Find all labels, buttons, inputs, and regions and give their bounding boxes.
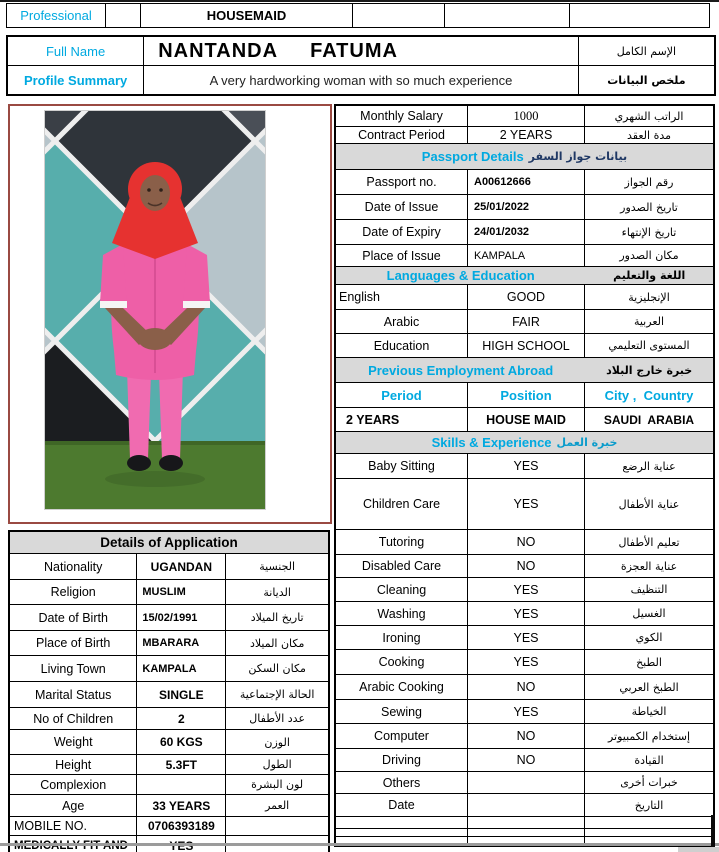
row-label: Monthly Salary bbox=[336, 106, 468, 126]
table-row bbox=[10, 730, 328, 755]
empty-cell bbox=[585, 817, 713, 828]
table-row bbox=[336, 334, 713, 358]
row-value: HIGH SCHOOL bbox=[468, 334, 585, 357]
row-label-arabic: الإنجليزية bbox=[628, 290, 670, 304]
table-row bbox=[336, 555, 713, 578]
table-row bbox=[8, 37, 714, 66]
section-title: Skills & Experience bbox=[431, 435, 552, 450]
page-top-border bbox=[0, 0, 719, 2]
row-value: 60 KGS bbox=[137, 730, 226, 754]
skills-experience-section-header bbox=[336, 432, 713, 454]
row-label-arabic: خبرات أخرى bbox=[620, 776, 678, 789]
section-title-arabic: خبرة خارج البلاد bbox=[606, 363, 693, 377]
table-row bbox=[336, 724, 713, 749]
profile-summary-label: Profile Summary bbox=[8, 66, 144, 94]
row-value: 2 YEARS bbox=[336, 408, 468, 431]
table-row bbox=[336, 454, 713, 479]
empty-cell bbox=[336, 817, 468, 828]
row-label: Date of Birth bbox=[10, 605, 137, 630]
bottom-right-scroll-fragment bbox=[678, 847, 719, 852]
table-row bbox=[336, 700, 713, 724]
application-rows bbox=[10, 554, 328, 852]
row-value: 2 YEARS bbox=[468, 127, 585, 143]
section-title: Previous Employment Abroad bbox=[368, 362, 554, 378]
empty-cell bbox=[570, 4, 709, 27]
row-label-arabic: مدة العقد bbox=[627, 128, 671, 142]
table-row bbox=[10, 580, 328, 605]
row-label-arabic: الكوي bbox=[635, 631, 663, 644]
table-row bbox=[10, 795, 328, 817]
table-row bbox=[336, 794, 713, 817]
empty-cell bbox=[468, 829, 585, 836]
empty-cell bbox=[106, 4, 141, 27]
table-row bbox=[336, 479, 713, 530]
table-row bbox=[10, 817, 328, 836]
row-value: KAMPALA bbox=[468, 245, 585, 266]
row-label-arabic: العمر bbox=[265, 799, 290, 812]
table-row bbox=[336, 772, 713, 794]
table-row bbox=[336, 245, 713, 267]
row-label-arabic: الوزن bbox=[264, 735, 290, 749]
row-value: YES bbox=[468, 626, 585, 649]
row-value: 1000 bbox=[468, 106, 585, 126]
position-title: HOUSEMAID bbox=[141, 4, 353, 27]
row-label-arabic: لون البشرة bbox=[251, 778, 304, 791]
row-label-arabic: عناية العجزة bbox=[620, 559, 678, 573]
row-label: Children Care bbox=[336, 479, 468, 529]
row-label: Others bbox=[336, 772, 468, 793]
row-label: Washing bbox=[336, 602, 468, 625]
section-title-arabic: بيانات جواز السفر bbox=[528, 150, 628, 163]
row-label-arabic: تاريخ الإنتهاء bbox=[621, 225, 677, 239]
row-label: Nationality bbox=[10, 554, 137, 579]
table-row bbox=[336, 310, 713, 334]
profession-strip bbox=[6, 3, 710, 28]
row-value: 2 bbox=[137, 708, 226, 729]
row-value: 15/02/1991 bbox=[137, 605, 226, 630]
row-label: English bbox=[336, 285, 468, 309]
row-label-arabic: مكان السكن bbox=[248, 662, 306, 675]
row-value: 5.3FT bbox=[137, 755, 226, 774]
table-row bbox=[336, 578, 713, 602]
table-row bbox=[10, 554, 328, 580]
passport-details-section-header bbox=[336, 144, 713, 170]
row-value: NO bbox=[468, 555, 585, 577]
row-label-arabic: التنظيف bbox=[630, 583, 668, 596]
row-label: Date of Expiry bbox=[336, 220, 468, 244]
row-label-arabic: تاريخ الصدور bbox=[620, 200, 678, 214]
table-row bbox=[336, 220, 713, 245]
empty-cell bbox=[336, 829, 468, 836]
table-row bbox=[10, 708, 328, 730]
row-value: MUSLIM bbox=[137, 580, 226, 604]
row-label-arabic: عناية الرضع bbox=[622, 459, 676, 473]
table-row bbox=[336, 170, 713, 195]
candidate-photo-illustration bbox=[45, 111, 265, 509]
row-value: MBARARA bbox=[137, 631, 226, 655]
row-value bbox=[468, 794, 585, 816]
table-row bbox=[336, 602, 713, 626]
table-row bbox=[10, 755, 328, 775]
details-of-application-table bbox=[8, 530, 330, 852]
table-row bbox=[10, 605, 328, 631]
row-label-arabic: الطبخ bbox=[636, 655, 662, 669]
row-value: SINGLE bbox=[137, 682, 226, 707]
row-label: Date of Issue bbox=[336, 195, 468, 219]
candidate-info-table bbox=[334, 104, 715, 847]
row-label: Ironing bbox=[336, 626, 468, 649]
empty-cell bbox=[353, 4, 445, 27]
row-value: NO bbox=[468, 749, 585, 771]
row-label-arabic: التاريخ bbox=[634, 798, 664, 812]
row-value: HOUSE MAID bbox=[468, 408, 585, 431]
bottom-gray-rule bbox=[0, 843, 719, 846]
row-value: KAMPALA bbox=[137, 656, 226, 681]
row-label-arabic: الطول bbox=[262, 758, 292, 771]
row-label: Religion bbox=[10, 580, 137, 604]
row-label: Tutoring bbox=[336, 530, 468, 554]
row-label: Weight bbox=[10, 730, 137, 754]
row-value: YES bbox=[468, 479, 585, 529]
empty-row bbox=[336, 829, 713, 837]
row-value: YES bbox=[468, 700, 585, 723]
row-label: Marital Status bbox=[10, 682, 137, 707]
empty-cell bbox=[445, 4, 570, 27]
row-label: Computer bbox=[336, 724, 468, 748]
name-summary-table bbox=[6, 35, 716, 96]
row-label-arabic: تعليم الأطفال bbox=[618, 535, 680, 549]
row-value: 24/01/2032 bbox=[468, 220, 585, 244]
row-label: Complexion bbox=[10, 775, 137, 794]
row-label-arabic: الديانة bbox=[263, 585, 291, 599]
profile-summary-value: A very hardworking woman with so much experience bbox=[144, 66, 579, 94]
table-row bbox=[10, 682, 328, 708]
empty-cell bbox=[468, 817, 585, 828]
row-label: Living Town bbox=[10, 656, 137, 681]
languages-education-section-header bbox=[336, 267, 713, 285]
row-value: FAIR bbox=[468, 310, 585, 333]
column-header: Period bbox=[336, 383, 468, 407]
row-label: Age bbox=[10, 795, 137, 816]
row-label-arabic: الراتب الشهري bbox=[614, 109, 684, 123]
previous-employment-section-header bbox=[336, 358, 713, 383]
table-row bbox=[336, 530, 713, 555]
row-label-arabic: الخياطة bbox=[631, 705, 667, 718]
row-value: GOOD bbox=[468, 285, 585, 309]
profession-label: Professional bbox=[7, 4, 106, 27]
table-row bbox=[336, 675, 713, 700]
row-label: Place of Issue bbox=[336, 245, 468, 266]
row-label: No of Children bbox=[10, 708, 137, 729]
row-value: A00612666 bbox=[468, 170, 585, 194]
table-row bbox=[336, 106, 713, 127]
row-label: Disabled Care bbox=[336, 555, 468, 577]
table-row bbox=[10, 656, 328, 682]
employment-column-headers bbox=[336, 383, 713, 408]
column-header: City , Country bbox=[604, 387, 694, 403]
profile-summary-label-arabic: ملخص البيانات bbox=[607, 73, 686, 87]
row-label-arabic: العربية bbox=[633, 315, 665, 328]
row-label-arabic: مكان الميلاد bbox=[249, 636, 305, 650]
row-label: Driving bbox=[336, 749, 468, 771]
row-label: Contract Period bbox=[336, 127, 468, 143]
row-label: Sewing bbox=[336, 700, 468, 723]
row-label: Height bbox=[10, 755, 137, 774]
row-label: Arabic Cooking bbox=[336, 675, 468, 699]
row-label-arabic: تاريخ الميلاد bbox=[250, 611, 304, 624]
table-row bbox=[336, 195, 713, 220]
row-label-arabic: الطبخ العربي bbox=[619, 680, 679, 694]
row-value: NO bbox=[468, 724, 585, 748]
section-title-arabic: اللغة والتعليم bbox=[613, 269, 686, 282]
table-row bbox=[336, 749, 713, 772]
row-label-arabic bbox=[226, 817, 328, 835]
row-label: Arabic bbox=[336, 310, 468, 333]
row-value bbox=[137, 775, 226, 794]
row-value: 25/01/2022 bbox=[468, 195, 585, 219]
section-title: Passport Details bbox=[421, 149, 524, 164]
row-label: Cleaning bbox=[336, 578, 468, 601]
employment-row bbox=[336, 408, 713, 432]
table-row bbox=[336, 285, 713, 310]
table-row bbox=[336, 626, 713, 650]
row-label-arabic: المستوى التعليمي bbox=[608, 339, 690, 352]
table-row bbox=[336, 127, 713, 144]
row-label-arabic: إستخدام الكمبيوتر bbox=[607, 729, 691, 743]
row-label: Date bbox=[336, 794, 468, 816]
row-value bbox=[468, 772, 585, 793]
row-label-arabic: الغسيل bbox=[632, 607, 666, 620]
row-label-arabic: القيادة bbox=[634, 753, 664, 767]
row-label: Baby Sitting bbox=[336, 454, 468, 478]
full-name-label: Full Name bbox=[8, 37, 144, 65]
candidate-photo bbox=[44, 110, 266, 510]
full-name-value: NANTANDA FATUMA bbox=[144, 37, 579, 65]
table-row bbox=[10, 775, 328, 795]
row-value: YES bbox=[468, 454, 585, 478]
row-value: 0706393189 bbox=[137, 817, 226, 835]
row-label-arabic: عناية الأطفال bbox=[618, 497, 680, 511]
row-label-arabic: الجنسية bbox=[259, 560, 296, 573]
row-value: SAUDI ARABIA bbox=[603, 412, 695, 427]
row-value: NO bbox=[468, 530, 585, 554]
row-label-arabic: رقم الجواز bbox=[624, 175, 674, 189]
full-name-label-arabic: الإسم الكامل bbox=[616, 44, 677, 58]
photo-panel bbox=[8, 104, 332, 524]
column-header: Position bbox=[468, 383, 585, 407]
row-label: Passport no. bbox=[336, 170, 468, 194]
details-of-application-title: Details of Application bbox=[10, 532, 328, 554]
table-row bbox=[10, 631, 328, 656]
row-value: YES bbox=[468, 578, 585, 601]
row-label: Place of Birth bbox=[10, 631, 137, 655]
row-label: Education bbox=[336, 334, 468, 357]
row-value: NO bbox=[468, 675, 585, 699]
row-label-arabic: عدد الأطفال bbox=[249, 712, 306, 725]
empty-row bbox=[336, 817, 713, 829]
table-row bbox=[336, 650, 713, 675]
row-label-arabic: الحالة الإجتماعية bbox=[239, 688, 315, 701]
table-row bbox=[8, 66, 714, 94]
row-value: YES bbox=[468, 650, 585, 674]
row-value: 33 YEARS bbox=[137, 795, 226, 816]
empty-cell bbox=[585, 829, 713, 836]
row-label: Cooking bbox=[336, 650, 468, 674]
row-label-arabic: مكان الصدور bbox=[619, 249, 679, 262]
section-title: Languages & Education bbox=[386, 268, 535, 283]
row-label: MOBILE NO. bbox=[10, 817, 137, 835]
row-value: YES bbox=[468, 602, 585, 625]
section-title-arabic: خبرة العمل bbox=[556, 436, 618, 449]
row-value: UGANDAN bbox=[137, 554, 226, 579]
